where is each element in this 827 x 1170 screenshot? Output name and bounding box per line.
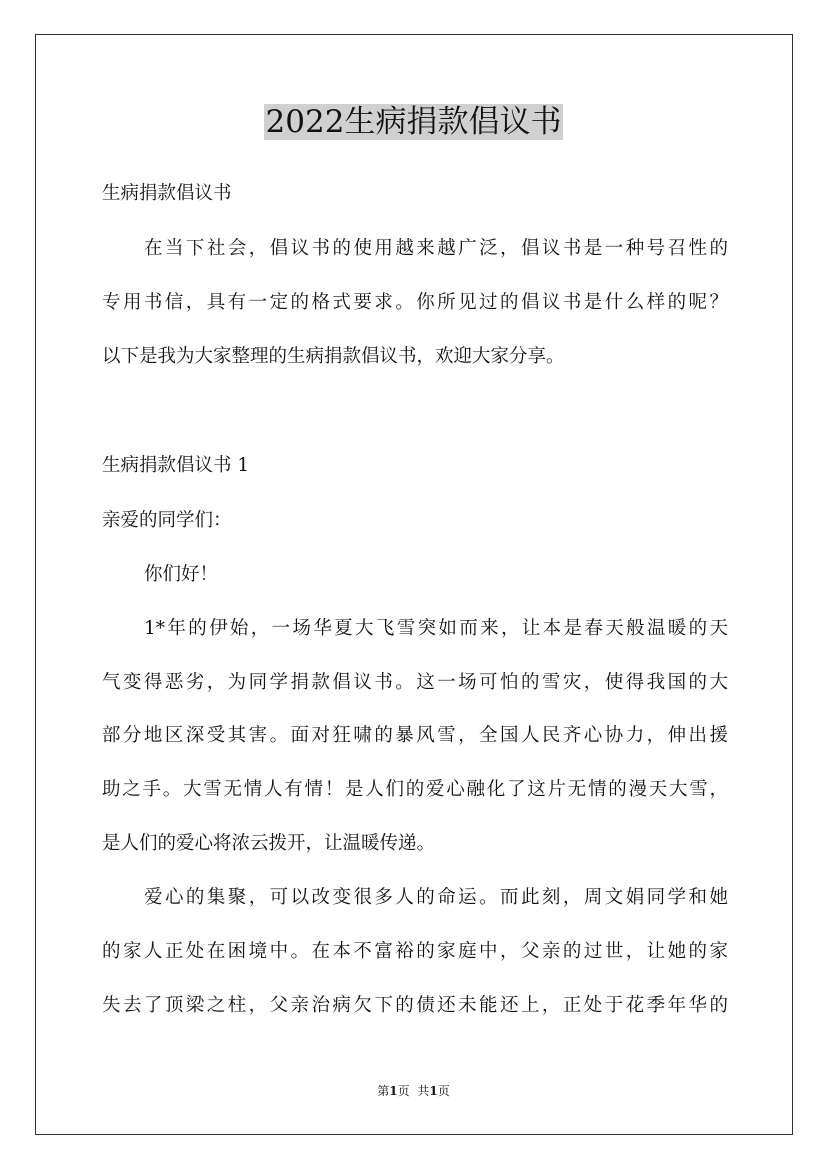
footer-total-number: 1 <box>429 1084 438 1098</box>
footer-total-suffix: 页 <box>437 1084 450 1098</box>
footer-page-suffix: 页 <box>397 1084 410 1098</box>
paragraph2-line-2: 的家人正处在困境中。在本不富裕的家庭中，父亲的过世，让她的家 <box>102 941 728 962</box>
paragraph1-line-4: 助之手。大雪无情人有情！是人们的爱心融化了这片无情的漫天大雪， <box>102 779 728 800</box>
section-heading: 生病捐款倡议书 1 <box>102 455 250 476</box>
paragraph2-line-3: 失去了顶梁之柱，父亲治病欠下的债还未能还上，正处于花季年华的 <box>102 995 728 1016</box>
intro-line-2: 专用书信，具有一定的格式要求。你所见过的倡议书是什么样的呢？ <box>102 292 728 313</box>
paragraph1-line-5: 是人们的爱心将浓云拨开，让温暖传递。 <box>102 833 436 854</box>
intro-line-3: 以下是我为大家整理的生病捐款倡议书，欢迎大家分享。 <box>102 346 565 367</box>
paragraph2-line-1: 爱心的集聚，可以改变很多人的命运。而此刻，周文娟同学和她 <box>144 887 728 908</box>
paragraph1-line-3: 部分地区深受其害。面对狂啸的暴风雪，全国人民齐心协力，伸出援 <box>102 725 728 746</box>
footer-page-number: 1 <box>389 1084 398 1098</box>
intro-line-1: 在当下社会，倡议书的使用越来越广泛，倡议书是一种号召性的 <box>144 238 728 259</box>
document-title-text: 2022生病捐款倡议书 <box>265 104 562 140</box>
salutation: 亲爱的同学们： <box>102 510 232 531</box>
paragraph1-line-1: 1*年的伊始，一场华夏大飞雪突如而来，让本是春天般温暖的天 <box>144 618 728 639</box>
page-footer <box>0 1083 827 1099</box>
document-subtitle: 生病捐款倡议书 <box>102 183 232 204</box>
greeting: 你们好！ <box>144 564 219 585</box>
paragraph1-line-2: 气变得恶劣，为同学捐款倡议书。这一场可怕的雪灾，使得我国的大 <box>102 672 728 693</box>
footer-page-prefix: 第 <box>377 1084 390 1098</box>
document-title <box>0 103 827 141</box>
footer-total-prefix: 共 <box>417 1084 430 1098</box>
